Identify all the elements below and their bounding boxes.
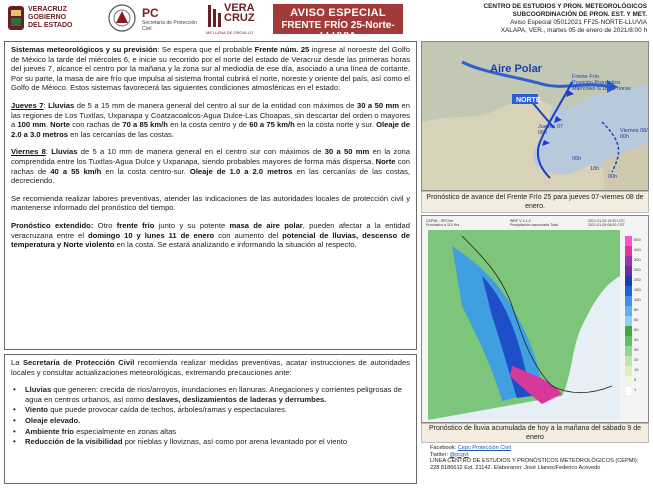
forecast-text-box bbox=[4, 41, 417, 350]
colorbar-swatch bbox=[625, 246, 632, 256]
pi-b: Secretaría de Protección Civil bbox=[22, 358, 135, 367]
rain-map-svg bbox=[422, 216, 649, 423]
contact-line-3: LÍNEA CENTRO DE ESTUDIOS Y PRONÓSTICOS METEOROLÓGICOS (CEPMI): bbox=[430, 458, 639, 465]
contact-info bbox=[430, 445, 649, 471]
tr-l2: 2021-01-09 08:00 CST bbox=[588, 223, 625, 227]
paragraph-friday bbox=[11, 147, 410, 185]
header-info bbox=[407, 3, 647, 35]
list-item bbox=[11, 437, 410, 447]
front-map-caption: Pronóstico de avance del Frente Frío 25 para jueves 07-viernes 08 de enero. bbox=[421, 191, 649, 213]
seal-icon bbox=[108, 4, 136, 32]
colorbar-swatch bbox=[625, 236, 632, 246]
ex-f: domingo 10 y lunes 11 de enero bbox=[88, 230, 215, 240]
ex-c: junto y su potente bbox=[154, 220, 230, 230]
logo-line-1: VERACRUZ bbox=[28, 6, 67, 13]
title-line-1: AVISO ESPECIAL bbox=[290, 7, 386, 19]
veracruz-brand-logo bbox=[206, 3, 268, 37]
colorbar-swatch bbox=[625, 276, 632, 286]
brand-mark-icon bbox=[206, 3, 222, 29]
colorbar-swatch bbox=[625, 356, 632, 366]
header bbox=[0, 0, 653, 40]
tl-l2: Pronóstico a 110 Hrs bbox=[426, 223, 460, 227]
colorbar-swatch bbox=[625, 386, 632, 396]
fr-h: 40 a 55 km/h bbox=[50, 166, 102, 176]
colorbar-swatch bbox=[625, 256, 632, 266]
info-line-3: Aviso Especial 05012021 FF25-NORTE-LLUVIA bbox=[510, 19, 647, 26]
colorbar-tick-label: 100 bbox=[634, 297, 641, 302]
i2-a: Viento bbox=[25, 405, 49, 415]
colorbar-tick-label: 1 bbox=[634, 387, 637, 392]
precautions-intro bbox=[11, 358, 410, 377]
i4-b: especialmente en zonas altas bbox=[73, 426, 177, 436]
th-a: : bbox=[43, 100, 49, 110]
colorbar-tick-label: 5 bbox=[634, 377, 637, 382]
fr-d: 30 a 50 mm bbox=[324, 147, 370, 157]
colorbar-swatch bbox=[625, 326, 632, 336]
paragraph-systems bbox=[11, 45, 410, 93]
colorbar-swatch bbox=[625, 266, 632, 276]
facebook-label: Facebook: bbox=[430, 445, 458, 451]
colorbar-tick-label: 200 bbox=[634, 277, 641, 282]
systems-text-a: : Se espera que el probable bbox=[157, 45, 255, 54]
th-c: de 5 a 15 mm de manera general del centro al sur de la entidad con máximos de bbox=[74, 100, 357, 110]
th-e: en las regiones de Los Tuxtlas, Uxpanapa y Coatzacoalcos-Agua Dulce-Las Choapas, sin descartar del orden o mayores a bbox=[11, 100, 410, 130]
logo-line-3: DEL ESTADO bbox=[28, 22, 73, 29]
paragraph-recommendation: Se recomienda realizar labores preventivas, atender las indicaciones de las autoridades locales de protección civil y mantenerse informado del pronóstico del tiempo. bbox=[11, 193, 410, 213]
veracruz-logo bbox=[6, 4, 98, 36]
front-forecast-map bbox=[421, 41, 649, 191]
i3-a: Oleaje elevado. bbox=[25, 415, 81, 425]
paragraph-extended bbox=[11, 221, 410, 250]
title-banner bbox=[273, 4, 403, 42]
precautions-box bbox=[4, 354, 417, 484]
info-line-4: XALAPA, VER., martes 05 de enero de 2021/8:00 h bbox=[500, 27, 647, 34]
viernes-l1: Viernes 08/ bbox=[620, 128, 648, 134]
fr-j: Oleaje de 1.0 a 2.0 metros bbox=[189, 166, 293, 176]
title-line-2: FRENTE FRÍO 25-Norte-LLUVIA bbox=[281, 20, 395, 42]
fr-a: : bbox=[45, 147, 52, 157]
precautions-list bbox=[11, 385, 410, 447]
fr-f: Norte bbox=[375, 156, 396, 166]
list-item bbox=[11, 405, 410, 415]
info-line-1: CENTRO DE ESTUDIOS Y PRON. METEOROLÓGICOS bbox=[483, 3, 647, 10]
ex-b: frente frío bbox=[116, 220, 155, 230]
colorbar-tick-label: 300 bbox=[634, 257, 641, 262]
tr-l1: 2021-01-09 14:30 UTC bbox=[588, 219, 625, 223]
front-label-l2: Posición Pronóstico bbox=[572, 80, 621, 86]
colorbar-tick-label: 400 bbox=[634, 247, 641, 252]
colorbar-tick-label: 40 bbox=[634, 337, 639, 342]
colorbar-tick-label: 60 bbox=[634, 317, 639, 322]
norte-label: NORTE bbox=[516, 97, 541, 104]
systems-text-c: ingrese al noroeste del Golfo de México la tarde del miércoles 6, e inicie su recorrido por el norte del estado de Veracruz desde las primeras horas del jueves 7, alcance el centro por la mañana y la zona sur al mediodía de ese día, asociado a una línea de cortante. Por su parte, la masa de aire frío que impulsa al sistema frontal cubrirá el norte, noreste y oriente del país, así como el Golfo de México. Estos sistemas favorecerá las siguientes condiciones atmosféricas en el estado: bbox=[11, 45, 411, 93]
veracruz-emblem-icon bbox=[6, 4, 26, 34]
hour-00-label: 00h bbox=[608, 174, 618, 180]
ex-h: potencial de lluvias, descenso de temperatura y Norte violento bbox=[11, 230, 410, 250]
i1-c: deslaves, deslizamientos de laderas y derrumbes. bbox=[146, 394, 327, 404]
colorbar-swatch bbox=[625, 306, 632, 316]
colorbar-swatch bbox=[625, 296, 632, 306]
hour-18-label: 18h bbox=[590, 166, 600, 172]
front-number: Frente núm. 25 bbox=[254, 45, 310, 54]
twitter-label: Twitter: bbox=[430, 451, 450, 458]
th-j: 70 a 85 km/h bbox=[122, 120, 168, 130]
pc-subtitle: Secretaría de Protección Civil bbox=[142, 20, 198, 32]
tm-l2: Precipitación acumulada Total bbox=[510, 223, 558, 227]
facebook-line bbox=[430, 445, 649, 452]
paragraph-thursday bbox=[11, 101, 410, 139]
colorbar-swatch bbox=[625, 286, 632, 296]
viernes-l2: 00h bbox=[620, 134, 630, 140]
th-d: 30 a 50 mm bbox=[356, 100, 400, 110]
rain-map-caption: Pronóstico de lluvia acumulada de hoy a la mañana del sábado 9 de enero bbox=[421, 423, 649, 443]
i5-b: por nieblas y lloviznas, así como por arena levantado por el viento bbox=[122, 437, 348, 447]
jueves-l2: 06h bbox=[538, 130, 548, 136]
hour-06-label: 06h bbox=[572, 156, 582, 162]
front-map-svg bbox=[422, 42, 649, 191]
fr-i: en la costa centro-sur. bbox=[101, 166, 190, 176]
front-label-l3: Miércoles 6/18:00 horas bbox=[572, 86, 631, 92]
th-n: Oleaje de 2.0 a 3.0 metros bbox=[11, 120, 410, 139]
pi-c: recomienda realizar medidas preventivas, acatar instrucciones de autoridades locales y consultar actualizaciones meteorológicas, extremando precauciones ante: bbox=[11, 358, 411, 377]
i1-a: Lluvias bbox=[25, 385, 52, 395]
ex-i: en la costa. Se estará analizando e informando la situación al respecto. bbox=[114, 240, 357, 250]
brand-name-l1: VERA bbox=[224, 2, 255, 14]
colorbar-swatch bbox=[625, 346, 632, 356]
colorbar-tick-label: 150 bbox=[634, 287, 641, 292]
polar-air-label: Aire Polar bbox=[490, 63, 542, 75]
th-m: en la costa norte y sur. bbox=[294, 120, 377, 130]
colorbar bbox=[625, 236, 632, 396]
colorbar-tick-label: 20 bbox=[634, 357, 639, 362]
fr-k: en las cercanías de las costas, decreciendo. bbox=[11, 166, 410, 186]
tl-l1: CEPMI - SPCVer bbox=[426, 219, 454, 223]
colorbar-swatch bbox=[625, 376, 632, 386]
pi-a: La bbox=[11, 358, 23, 367]
th-h: Norte bbox=[50, 120, 71, 130]
i5-a: Reducción de la visibilidad bbox=[25, 437, 123, 447]
fr-c: de 5 a 10 mm de manera general en el centro sur con máximos de bbox=[77, 147, 325, 157]
colorbar-tick-label: 50 bbox=[634, 327, 639, 332]
i2-b: que puede provocar caída de techos, árboles/ramas y espectaculares. bbox=[48, 405, 287, 415]
map2-title-right bbox=[588, 219, 626, 227]
list-item bbox=[11, 416, 410, 426]
tm-l1: WRF V 4.1.4 bbox=[510, 219, 531, 223]
brand-name-l2: CRUZ bbox=[224, 12, 255, 24]
colorbar-tick-label: 80 bbox=[634, 307, 639, 312]
pc-acronym: PC bbox=[142, 6, 159, 20]
brand-slogan: ME LLENA DE ORGULLO bbox=[206, 30, 253, 35]
ex-e: , pueden afectar a la entidad veracruzana entre el bbox=[11, 220, 410, 240]
ex-a: Otro bbox=[93, 220, 117, 230]
fr-e: en la zona comprendida entre los Tuxtlas-Agua Dulce y Uxpanapa, siendo probables mayores de forma más dispersa. bbox=[11, 147, 410, 166]
colorbar-tick-label: 250 bbox=[634, 267, 641, 272]
th-k: en la costa centro y de bbox=[167, 120, 250, 130]
th-g: . bbox=[45, 120, 51, 130]
th-i: con rachas de bbox=[70, 120, 123, 130]
list-item bbox=[11, 385, 410, 404]
jueves-l1: Jueves 07 bbox=[538, 124, 564, 130]
i1-b: que generen: crecida de ríos/arroyos, inundaciones en llanuras. Anegaciones y corrientes peligrosas de agua en centros urbanos, así como bbox=[25, 385, 402, 404]
rain-accumulation-map bbox=[421, 215, 649, 423]
colorbar-tick-label: 500 bbox=[634, 237, 641, 242]
info-line-2: SUBCOORDINACIÓN DE PRON. EST. Y MET. bbox=[512, 11, 647, 18]
proteccion-civil-logo bbox=[108, 4, 198, 36]
veracruz-logo-text bbox=[28, 6, 72, 30]
colorbar-swatch bbox=[625, 316, 632, 326]
list-item bbox=[11, 427, 410, 437]
brand-name bbox=[224, 3, 255, 23]
colorbar-tick-label: 30 bbox=[634, 347, 639, 352]
colorbar-swatch bbox=[625, 336, 632, 346]
logo-line-2: GOBIERNO bbox=[28, 14, 67, 21]
front-label-l1: Frente Frío bbox=[572, 74, 600, 80]
th-f: 100 mm bbox=[17, 120, 46, 130]
twitter-link[interactable]: @pcgvt bbox=[449, 451, 469, 458]
fr-b: Lluvias bbox=[51, 147, 78, 157]
extended-heading: Pronóstico extendido: bbox=[11, 220, 94, 230]
contact-line-4: 228 8186612 Ext. 21142. Elaboraron: José Llanos/Federico Acevedo bbox=[430, 464, 601, 471]
facebook-link[interactable]: Cepc Protección Civil bbox=[457, 445, 511, 451]
ex-g: con aumento del bbox=[214, 230, 283, 240]
colorbar-swatch bbox=[625, 366, 632, 376]
ex-d: masa de aire polar bbox=[229, 220, 303, 230]
i4-a: Ambiente frío bbox=[25, 426, 74, 436]
th-o: en las cercanías de las costas. bbox=[68, 129, 174, 139]
systems-heading: Sistemas meteorológicos y su previsión bbox=[11, 45, 158, 54]
thursday-heading: Jueves 7 bbox=[11, 100, 44, 110]
friday-heading: Viernes 8 bbox=[11, 147, 46, 157]
th-l: 60 a 75 km/h bbox=[249, 120, 295, 130]
fr-g: con rachas de bbox=[11, 156, 410, 176]
colorbar-tick-label: 10 bbox=[634, 367, 639, 372]
th-b: Lluvias bbox=[48, 100, 75, 110]
